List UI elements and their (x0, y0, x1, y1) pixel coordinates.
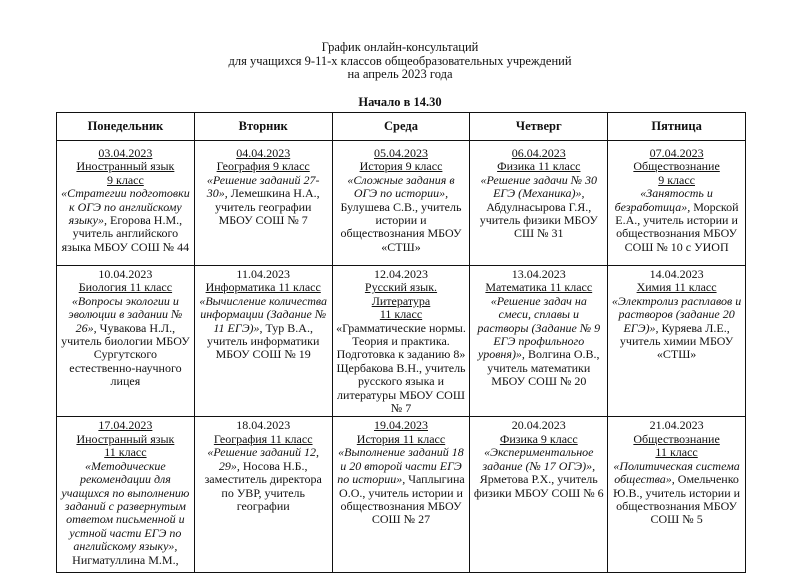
subject-line: География 11 класс (213, 431, 313, 446)
table-row (57, 141, 746, 266)
consultation-date: 07.04.2023 (649, 146, 704, 160)
schedule-cell (608, 266, 746, 417)
teacher-info: Куряева Л.Е., учитель химии МБОУ «СТШ» (619, 320, 734, 362)
table-row (57, 417, 746, 573)
subject-line: Химия 11 класс (636, 280, 717, 295)
teacher-info: Булушева С.В., учитель истории и обществознания МБОУ «СТШ» (340, 199, 462, 254)
consultation-date: 10.04.2023 (98, 267, 153, 281)
consultation-date: 20.04.2023 (511, 418, 566, 433)
teacher-info: Лемешкина Н.А., учитель географии МБОУ СОШ № 7 (214, 186, 320, 228)
column-header: Пятница (608, 113, 746, 141)
consultation-topic: «Занятость и безработица», (614, 186, 713, 214)
teacher-info: Омельченко Ю.В., учитель истории и обществознания МБОУ СОШ № 5 (613, 472, 741, 527)
teacher-info: Тур В.А., учитель информатики МБОУ СОШ № 19 (207, 320, 320, 362)
consultation-date: 21.04.2023 (649, 418, 704, 433)
subject-line: Обществознание (633, 159, 720, 174)
teacher-info: Морской Е.А., учитель истории и обществознания МБОУ СОШ № 10 с УИОП (615, 199, 739, 254)
consultation-topic: «Решение заданий 12, 29», (207, 445, 319, 473)
schedule-cell (57, 266, 195, 417)
schedule-cell (332, 417, 470, 573)
start-time: Начало в 14.30 (358, 95, 442, 109)
document-title (0, 41, 800, 82)
schedule-cell (470, 417, 608, 573)
subject-line: Русский язык. Литература (364, 280, 438, 308)
subject-line: История 9 класс (359, 159, 443, 174)
column-header: Вторник (194, 113, 332, 141)
subject-line: 11 класс (379, 307, 423, 322)
consultation-topic: «Вычисление количества информации (Задание № 11 ЕГЭ)», (199, 293, 328, 335)
schedule-cell (608, 417, 746, 573)
title-line: для учащихся 9-11-х классов общеобразовательных учреждений (228, 53, 572, 68)
subject-line: Иностранный язык (76, 431, 175, 446)
column-header: Среда (332, 113, 470, 141)
table-header-row (57, 113, 746, 141)
subject-line: Физика 9 класс (499, 431, 578, 446)
subject-line: Биология 11 класс (78, 280, 173, 295)
schedule-cell (470, 266, 608, 417)
consultation-date: 06.04.2023 (511, 146, 566, 160)
subject-line: География 9 класс (216, 159, 310, 174)
subject-line: Обществознание (633, 431, 720, 446)
consultation-date: 05.04.2023 (373, 146, 428, 160)
subject-line: Математика 11 класс (485, 280, 593, 295)
title-line: на апрель 2023 года (347, 67, 453, 81)
consultation-topic: «Решение заданий 27-30», (206, 172, 320, 201)
schedule-cell (194, 141, 332, 266)
subject-line: Иностранный язык (76, 159, 175, 174)
column-header: Понедельник (57, 113, 195, 141)
schedule-table (56, 112, 746, 573)
consultation-topic: «Стратегии подготовки к ОГЭ по английскому языку», (61, 186, 190, 228)
schedule-cell (332, 266, 470, 417)
subject-line: 11 класс (104, 445, 147, 460)
consultation-date: 19.04.2023 (373, 418, 428, 433)
subject-line: Физика 11 класс (497, 159, 581, 174)
consultation-topic: «Экспериментальное задание (№ 17 ОГЭ)», (482, 445, 596, 473)
teacher-info: Носова Н.Б., заместитель директора по УВР, учитель географии (204, 458, 322, 513)
subject-line: История 11 класс (356, 431, 446, 446)
consultation-topic: «Грамматические нормы. Теория и практика. Подготовка к заданию 8» (336, 320, 466, 362)
consultation-date: 18.04.2023 (236, 418, 291, 433)
schedule-cell (332, 141, 470, 266)
consultation-date: 04.04.2023 (236, 146, 291, 160)
schedule-cell (194, 266, 332, 417)
schedule-cell (57, 417, 195, 573)
subject-line: Информатика 11 класс (205, 280, 321, 295)
consultation-topic: «Решение задач на смеси, сплавы и растворы (Задание № 9 ЕГЭ профильного уровня)», (477, 293, 601, 362)
teacher-info: Ярметова Р.Х., учитель физики МБОУ СОШ № 6 (473, 472, 604, 500)
table-row (57, 266, 746, 417)
teacher-info: Чаплыгина О.О., учитель истории и обществознания МБОУ СОШ № 27 (339, 472, 465, 527)
title-line: График онлайн-консультаций (321, 40, 479, 54)
consultation-topic: «Политическая система общества», (613, 458, 740, 487)
consultation-topic: «Методические рекомендации для учащихся по выполнению заданий с развернутым ответом письменной и устной части ЕГЭ по английскому языку», (61, 458, 190, 554)
consultation-topic: «Решение задачи № 30 ЕГЭ (Механика)», (480, 172, 598, 201)
consultation-date: 11.04.2023 (236, 267, 290, 281)
consultation-topic: «Вопросы экологии и эволюции в задании № 26», (68, 293, 183, 335)
teacher-info: Чувакова Н.Л., учитель биологии МБОУ Сургутского естественно-научного лицея (61, 320, 190, 389)
consultation-date: 17.04.2023 (98, 418, 153, 433)
consultation-date: 13.04.2023 (511, 267, 566, 281)
consultation-topic: «Электролиз расплавов и растворов (задание 20 ЕГЭ)», (611, 293, 742, 335)
consultation-date: 12.04.2023 (373, 267, 428, 281)
teacher-info: Волгина О.В., учитель математики МБОУ СОШ № 20 (487, 347, 600, 389)
schedule-cell (194, 417, 332, 573)
subject-line: 11 класс (655, 445, 698, 460)
teacher-info: Нигматуллина М.М., (72, 552, 179, 567)
consultation-date: 03.04.2023 (98, 146, 153, 160)
consultation-topic: «Выполнение заданий 18 и 20 второй части ЕГЭ по истории», (337, 445, 464, 487)
teacher-info: Абдулнасырова Г.Я., учитель физики МБОУ СШ № 31 (479, 199, 598, 241)
subject-line: 9 класс (107, 172, 144, 187)
teacher-info: Щербакова В.Н., учитель русского языка и литературы МБОУ СОШ № 7 (336, 360, 466, 416)
schedule-cell (608, 141, 746, 266)
column-header: Четверг (470, 113, 608, 141)
teacher-info: Егорова Н.М., учитель английского языка МБОУ СОШ № 44 (61, 213, 190, 254)
consultation-topic: «Сложные задания в ОГЭ по истории», (347, 172, 455, 201)
consultation-date: 14.04.2023 (649, 267, 704, 281)
schedule-cell (470, 141, 608, 266)
subject-line: 9 класс (658, 172, 695, 187)
schedule-cell (57, 141, 195, 266)
